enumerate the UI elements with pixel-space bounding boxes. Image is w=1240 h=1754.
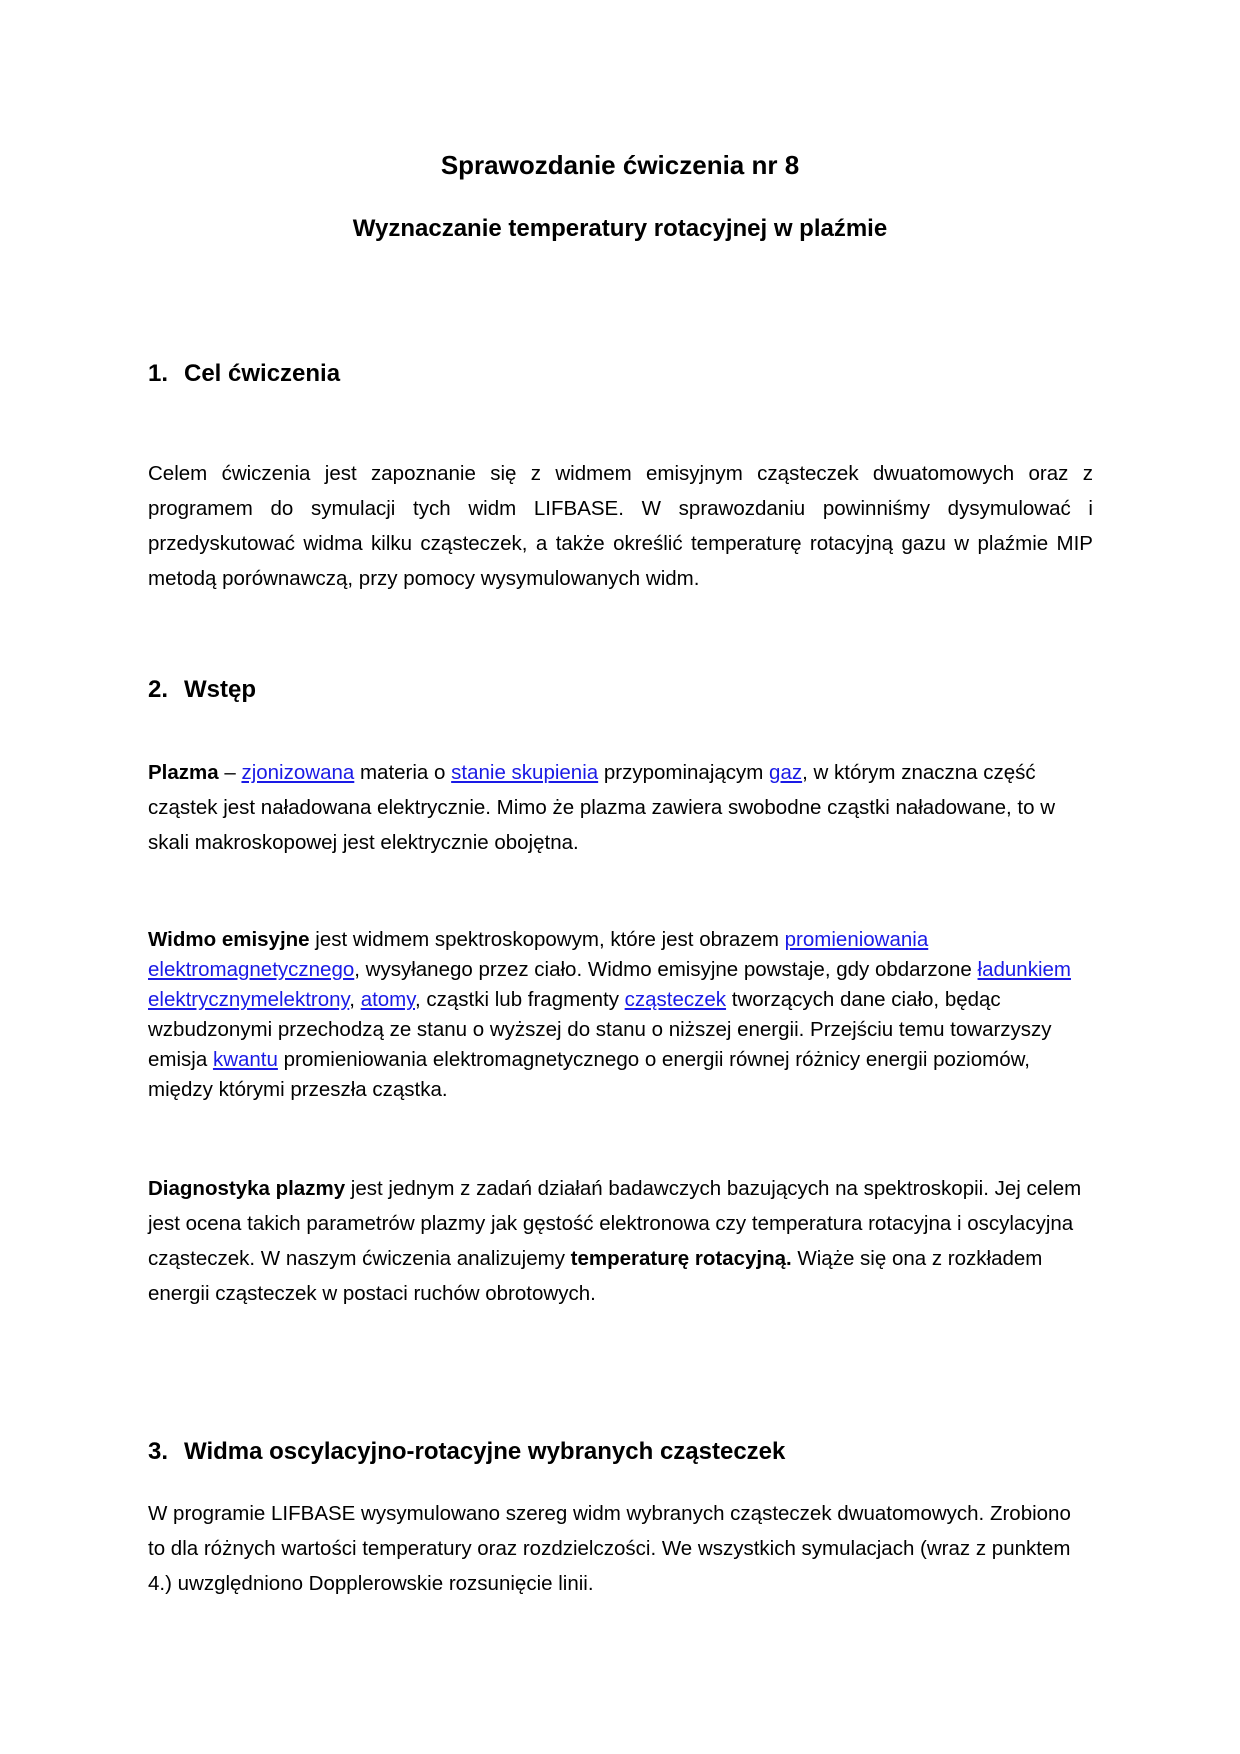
- link-atomy[interactable]: atomy: [360, 988, 415, 1011]
- document-subtitle: Wyznaczanie temperatury rotacyjnej w plaźmie: [352, 215, 888, 242]
- plazma-text-1: materia o: [354, 761, 452, 784]
- section-2-heading: [148, 676, 256, 704]
- section-1-number: 1.: [148, 360, 169, 387]
- widmo-paragraph: [148, 925, 1093, 1105]
- plazma-paragraph: [148, 755, 1093, 860]
- diagnostyka-text-2: Wiąże się ona z rozkładem energii cząsteczek w postaci ruchów obrotowych.: [148, 1247, 1043, 1305]
- diagnostyka-text-1: jest jednym z zadań działań badawczych bazujących na spektroskopii. Jej celem jest ocena takich parametrów plazmy jak gęstość elektronowa czy temperatura rotacyjna i oscylacyjna cząsteczek. W naszym ćwiczenia analizujemy: [148, 1177, 1082, 1270]
- widmo-text-2: , wysyłanego przez ciało. Widmo emisyjne powstaje, gdy obdarzone: [354, 958, 978, 981]
- section-3-heading: [148, 1438, 785, 1466]
- link-stanie-skupienia[interactable]: stanie skupienia: [451, 761, 599, 784]
- plazma-term: Plazma: [148, 761, 219, 784]
- diagnostyka-bold-term: temperaturę rotacyjną.: [570, 1247, 792, 1270]
- section-3-title: Widma oscylacyjno-rotacyjne wybranych cząsteczek: [184, 1438, 786, 1465]
- section-1-title: Cel ćwiczenia: [184, 360, 341, 387]
- diagnostyka-term: Diagnostyka plazmy: [148, 1177, 346, 1200]
- widmo-term: Widmo emisyjne: [148, 928, 310, 951]
- link-zjonizowana[interactable]: zjonizowana: [241, 761, 355, 784]
- widmo-text-5: tworzących dane ciało, będąc wzbudzonymi przechodzą ze stanu o wyższej do stanu o niższej energii. Przejściu temu towarzyszy emisja: [148, 988, 1052, 1071]
- section-2-title: Wstęp: [184, 676, 256, 703]
- section-2-number: 2.: [148, 676, 169, 703]
- widmo-text-1: jest widmem spektroskopowym, które jest obrazem: [309, 928, 785, 951]
- plazma-dash: –: [218, 761, 242, 784]
- section-1-paragraph: Celem ćwiczenia jest zapoznanie się z widmem emisyjnym cząsteczek dwuatomowych oraz z programem do symulacji tych widm LIFBASE. W sprawozdaniu powinniśmy dysymulować i przedyskutować widma kilku cząsteczek, a także określić temperaturę rotacyjną gazu w plaźmie MIP metodą porównawczą, przy pomocy wysymulowanych widm.: [148, 462, 1093, 590]
- plazma-text-2: przypominającym: [598, 761, 770, 784]
- link-kwantu[interactable]: kwantu: [212, 1048, 278, 1071]
- widmo-text-4: , cząstki lub fragmenty: [415, 988, 625, 1011]
- section-3-number: 3.: [148, 1438, 169, 1465]
- plazma-text-3: , w którym znaczna część cząstek jest naładowana elektrycznie. Mimo że plazma zawiera swobodne cząstki naładowane, to w skali makroskopowej jest elektrycznie obojętna.: [148, 761, 1056, 854]
- document-title: Sprawozdanie ćwiczenia nr 8: [440, 150, 800, 180]
- section-3-paragraph: W programie LIFBASE wysymulowano szereg widm wybranych cząsteczek dwuatomowych. Zrobiono to dla różnych wartości temperatury oraz rozdzielczości. We wszystkich symulacjach (wraz z punktem 4.) uwzględniono Dopplerowskie rozsunięcie linii.: [148, 1502, 1071, 1595]
- link-ladunkiem[interactable]: ładunkiem elektrycznymelektrony: [148, 958, 1071, 1011]
- diagnostyka-paragraph: [148, 1171, 1093, 1311]
- section-1-heading: [148, 360, 340, 388]
- link-czasteczek[interactable]: cząsteczek: [624, 988, 727, 1011]
- link-gaz[interactable]: gaz: [769, 761, 803, 784]
- widmo-text-6: promieniowania elektromagnetycznego o energii równej różnicy energii poziomów, między którymi przeszła cząstka.: [148, 1048, 1030, 1101]
- link-promieniowania[interactable]: promieniowania elektromagnetycznego: [148, 928, 929, 981]
- widmo-text-3: ,: [349, 988, 361, 1011]
